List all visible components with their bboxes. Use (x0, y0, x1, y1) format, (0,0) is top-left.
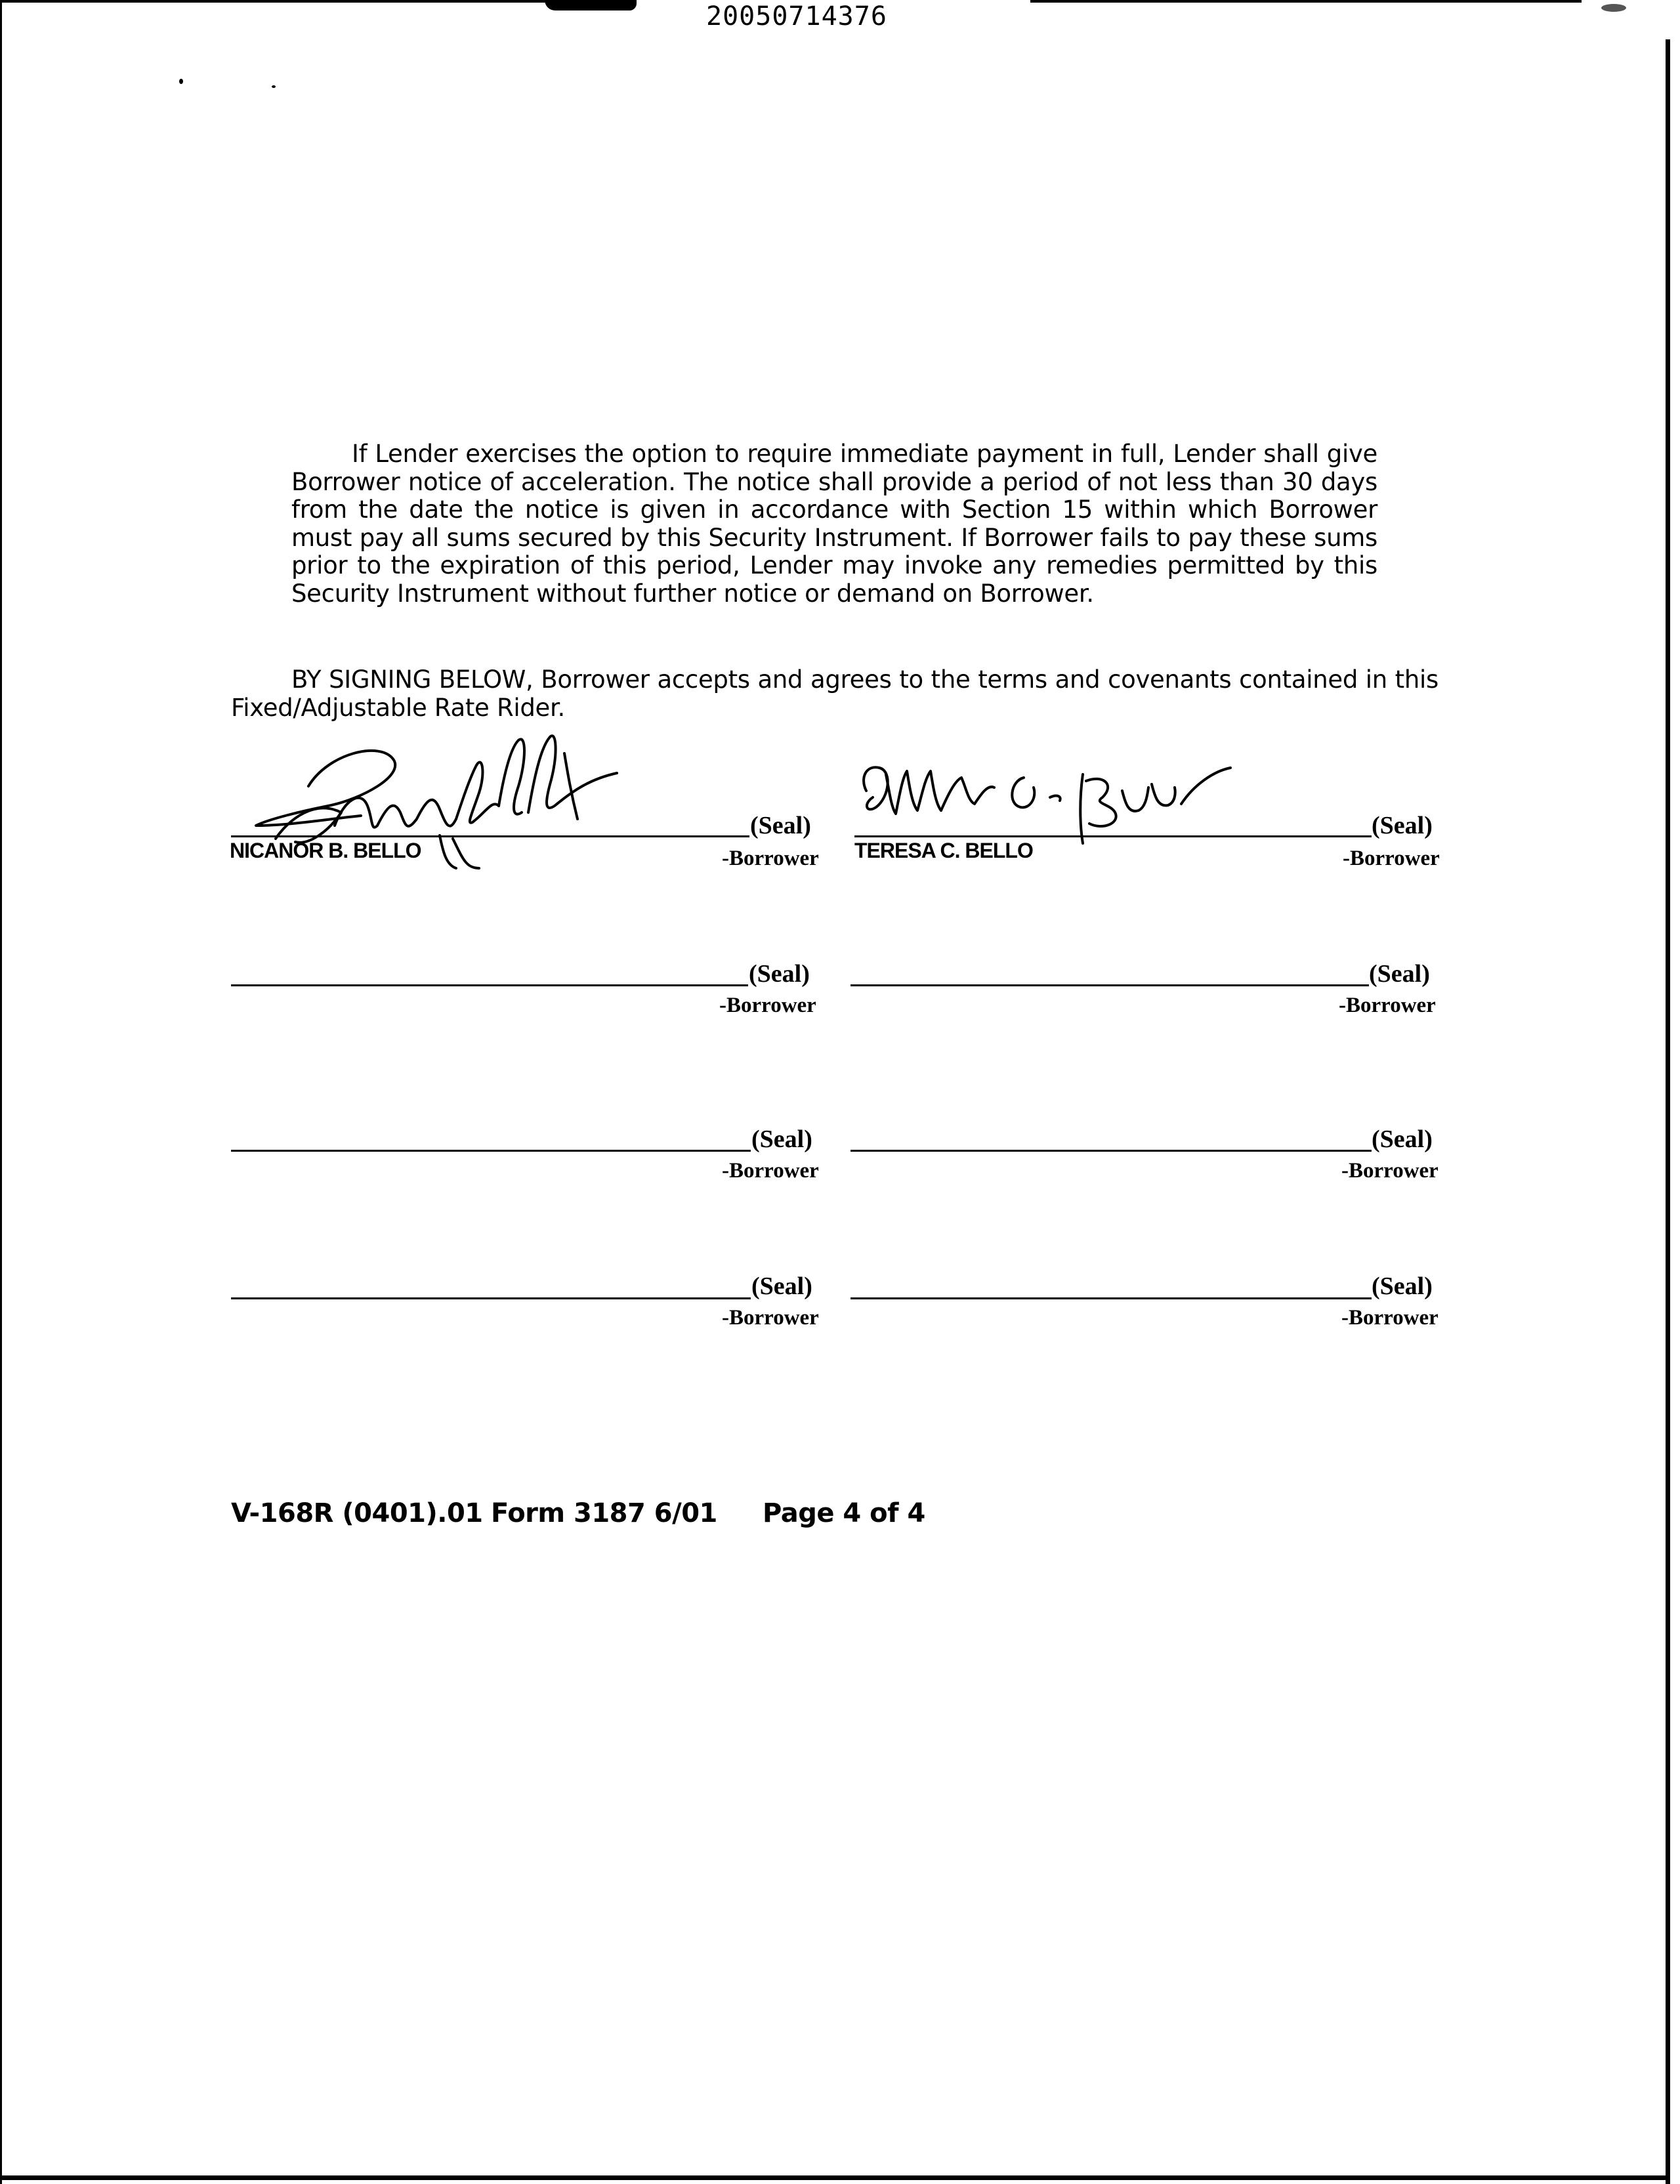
signature-line (850, 1150, 1372, 1152)
borrower-label: -Borrower (722, 847, 819, 870)
page-edge-left (0, 0, 2, 2184)
seal-label: (Seal) (751, 1272, 812, 1300)
scan-speck (179, 79, 183, 84)
seal-label: (Seal) (1372, 812, 1433, 839)
borrower-label: -Borrower (1339, 994, 1436, 1017)
borrower-name: NICANOR B. BELLO (230, 839, 421, 862)
form-number: Form 3187 6/01 (491, 1498, 717, 1528)
signature-line (231, 835, 749, 837)
signature-line (231, 1297, 751, 1299)
signature-line (850, 984, 1369, 986)
seal-label: (Seal) (749, 960, 810, 988)
scan-edge-top-right (1030, 0, 1582, 3)
signature-line (850, 1297, 1372, 1299)
seal-label: (Seal) (1372, 1125, 1433, 1153)
borrower-label: -Borrower (722, 1159, 819, 1183)
document-number: 20050714376 (706, 1, 887, 32)
seal-label: (Seal) (1372, 1272, 1433, 1300)
borrower-label: -Borrower (1341, 1306, 1438, 1330)
seal-label: (Seal) (1369, 960, 1430, 988)
seal-label: (Seal) (750, 812, 811, 839)
signing-statement-paragraph: BY SIGNING BELOW, Borrower accepts and agrees to the terms and covenants contained in this Fixed/Adjustable Rate Rider. (231, 665, 1438, 722)
borrower-label: -Borrower (1341, 1159, 1438, 1183)
scan-edge-top-left (0, 0, 551, 3)
scan-artifact (545, 0, 637, 10)
signature-line (231, 1150, 751, 1152)
page-edge-right (1666, 39, 1670, 2184)
borrower-name: TERESA C. BELLO (854, 839, 1033, 862)
form-id: V-168R (0401).01 (231, 1498, 483, 1528)
page-number: Page 4 of 4 (763, 1498, 925, 1528)
borrower-label: -Borrower (719, 994, 816, 1017)
signature-line (854, 835, 1372, 837)
scan-speck (272, 85, 276, 88)
signature-line (231, 984, 748, 986)
scan-speck (1601, 4, 1626, 12)
acceleration-paragraph: If Lender exercises the option to require immediate payment in full, Lender shall give Borrower notice of acceleration. The notice shall provide a period of not less than 30 days from the date the notice is given in accordance with Section 15 within which Borrower must pay all sums secured by this Security Instrument. If Borrower fails to pay these sums prior to the expiration of this period, Lender may invoke any remedies permitted by this Security Instrument without further notice or demand on Borrower. (291, 440, 1377, 608)
seal-label: (Seal) (751, 1125, 812, 1153)
borrower-label: -Borrower (722, 1306, 819, 1330)
page-edge-bottom (0, 2175, 1670, 2180)
borrower-label: -Borrower (1343, 847, 1440, 870)
